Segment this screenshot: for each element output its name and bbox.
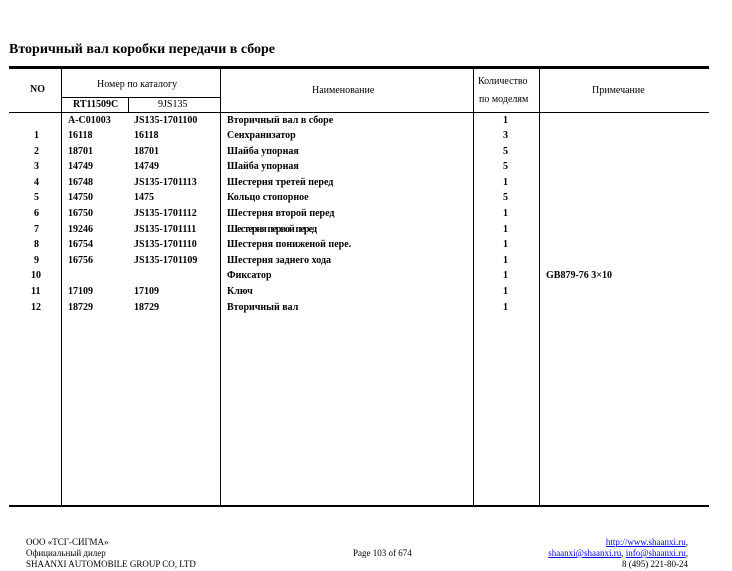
- cell-name: Шестерня пониженой пере.: [227, 239, 352, 250]
- email-suffix: ,: [685, 548, 688, 558]
- header-qty-line1: Количество: [478, 76, 528, 87]
- cell-no: 8: [34, 239, 39, 250]
- cell-name: Сенхранизатор: [227, 130, 296, 141]
- cell-name: Шайба упорная: [227, 146, 299, 157]
- cell-qty: 5: [503, 161, 508, 172]
- header-model-a: RT11509C: [73, 99, 119, 110]
- cell-part-b: JS135-1701111: [134, 224, 197, 235]
- cell-part-a: A-C01003: [68, 115, 111, 126]
- table-top-border: [9, 66, 709, 69]
- cell-name: Фиксатор: [227, 270, 272, 281]
- cell-no: 11: [31, 286, 41, 297]
- cell-name: Шестерня заднего хода: [227, 255, 332, 266]
- footer-page-number: Page 103 of 674: [353, 548, 412, 558]
- cell-part-a: 16748: [68, 177, 93, 188]
- catalog-header-divider: [61, 97, 220, 98]
- cell-no: 3: [34, 161, 39, 172]
- cell-name: Шестерня третей перед: [227, 177, 334, 188]
- footer-dealer: Официальный дилер: [26, 548, 106, 558]
- cell-name: Шестерня первой перед: [227, 224, 317, 235]
- header-bottom-border: [9, 112, 709, 113]
- cell-qty: 5: [503, 146, 508, 157]
- header-note: Примечание: [592, 85, 645, 96]
- cell-qty: 1: [503, 208, 508, 219]
- page-title: Вторичный вал коробки передачи в сборе: [9, 42, 276, 57]
- cell-part-a: 16118: [68, 130, 93, 141]
- cell-part-a: 17109: [68, 286, 93, 297]
- col-divider: [61, 69, 62, 505]
- cell-part-b: 18729: [134, 302, 159, 313]
- col-divider: [473, 69, 474, 505]
- header-model-b: 9JS135: [158, 99, 188, 110]
- cell-qty: 1: [503, 224, 508, 235]
- cell-part-b: JS135-1701100: [134, 115, 198, 126]
- cell-part-a: 18729: [68, 302, 93, 313]
- cell-part-a: 19246: [68, 224, 93, 235]
- cell-name: Ключ: [227, 286, 253, 297]
- cell-no: 1: [34, 130, 39, 141]
- cell-part-a: 16756: [68, 255, 93, 266]
- cell-part-a: 14749: [68, 161, 93, 172]
- col-divider: [220, 69, 221, 505]
- cell-part-b: JS135-1701110: [134, 239, 197, 250]
- cell-part-b: 18701: [134, 146, 159, 157]
- cell-qty: 1: [503, 239, 508, 250]
- cell-no: 7: [34, 224, 39, 235]
- cell-qty: 1: [503, 115, 508, 126]
- cell-note: GB879-76 3×10: [546, 270, 612, 281]
- header-no: NO: [30, 84, 45, 95]
- email-link[interactable]: shaanxi@shaanxi.ru: [548, 548, 622, 558]
- cell-qty: 1: [503, 255, 508, 266]
- website-suffix: ,: [685, 537, 688, 547]
- table-bottom-border: [9, 505, 709, 507]
- cell-qty: 1: [503, 270, 508, 281]
- cell-part-b: JS135-1701112: [134, 208, 197, 219]
- footer-company: ООО «ТСГ-СИГМА»: [26, 537, 109, 547]
- cell-qty: 1: [503, 302, 508, 313]
- cell-qty: 5: [503, 192, 508, 203]
- header-name: Наименование: [312, 85, 375, 96]
- cell-no: 12: [31, 302, 41, 313]
- cell-no: 6: [34, 208, 39, 219]
- cell-qty: 3: [503, 130, 508, 141]
- cell-no: 9: [34, 255, 39, 266]
- cell-name: Вторичный вал: [227, 302, 299, 313]
- cell-part-b: JS135-1701113: [134, 177, 197, 188]
- cell-name: Шайба упорная: [227, 161, 299, 172]
- header-qty-line2: по моделям: [479, 94, 529, 105]
- cell-qty: 1: [503, 286, 508, 297]
- email-link-info[interactable]: info@shaanxi.ru: [625, 548, 686, 558]
- cell-part-a: 14750: [68, 192, 93, 203]
- cell-part-b: JS135-1701109: [134, 255, 198, 266]
- email-separator: ,: [621, 548, 626, 558]
- header-catalog: Номер по каталогу: [97, 79, 178, 90]
- cell-part-b: 17109: [134, 286, 159, 297]
- cell-part-b: 16118: [134, 130, 159, 141]
- cell-name: Кольцо стопорное: [227, 192, 309, 203]
- cell-part-b: 1475: [134, 192, 154, 203]
- cell-no: 10: [31, 270, 41, 281]
- col-divider: [128, 97, 129, 112]
- cell-part-a: 16750: [68, 208, 93, 219]
- cell-no: 5: [34, 192, 39, 203]
- cell-name: Вторичный вал в сборе: [227, 115, 334, 126]
- cell-no: 4: [34, 177, 39, 188]
- cell-no: 2: [34, 146, 39, 157]
- footer-website-line: [606, 537, 688, 548]
- footer-phone: 8 (495) 221-80-24: [622, 559, 688, 569]
- cell-name: Шестерня второй перед: [227, 208, 335, 219]
- cell-part-a: 16754: [68, 239, 93, 250]
- cell-qty: 1: [503, 177, 508, 188]
- website-link[interactable]: http://www.shaanxi.ru: [605, 537, 686, 547]
- cell-part-a: 18701: [68, 146, 93, 157]
- col-divider: [539, 69, 540, 505]
- footer-manufacturer: SHAANXI AUTOMOBILE GROUP CO, LTD: [26, 559, 196, 569]
- cell-part-b: 14749: [134, 161, 159, 172]
- footer-email-line: [548, 548, 688, 559]
